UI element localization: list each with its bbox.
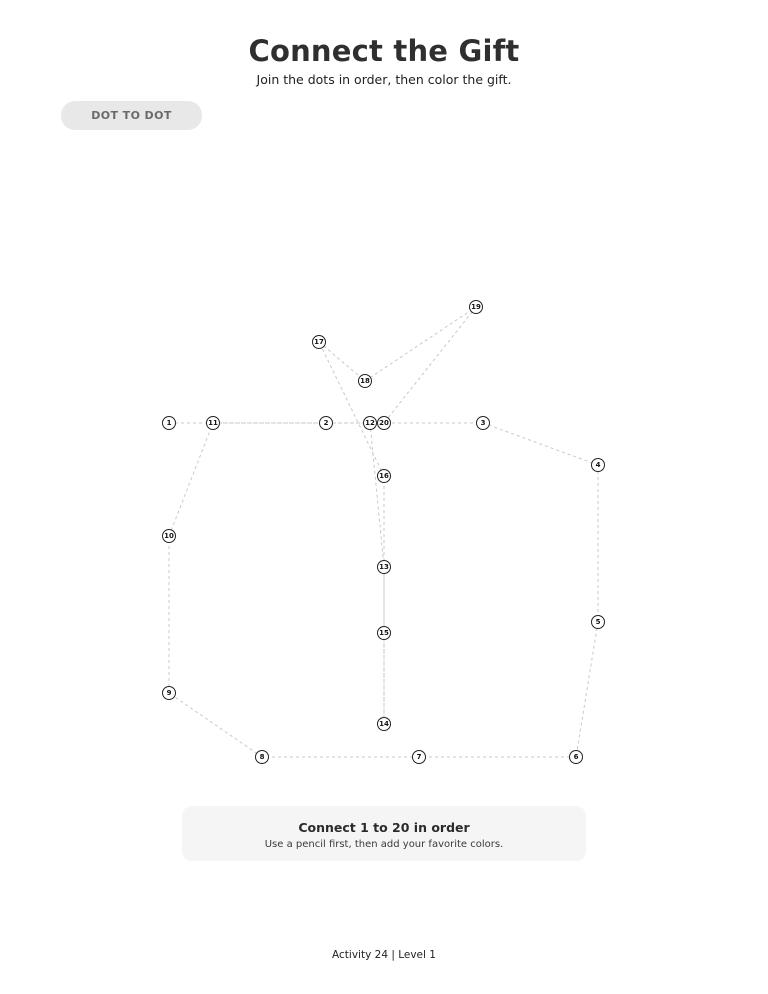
page-footer: Activity 24 | Level 1 — [332, 949, 436, 961]
guide-line — [483, 423, 598, 465]
dot-7 — [413, 751, 426, 764]
dot-4 — [592, 459, 605, 472]
instructions-body: Use a pencil first, then add your favorite colors. — [264, 839, 504, 850]
dot-number: 4 — [595, 461, 601, 469]
dot-15 — [378, 627, 391, 640]
guide-line — [169, 423, 213, 536]
dot-number: 6 — [573, 753, 579, 761]
page-title: Connect the Gift — [248, 34, 520, 68]
dot-number: 3 — [480, 419, 486, 427]
dot-14 — [378, 718, 391, 731]
dot-number: 8 — [259, 753, 265, 761]
guide-line — [365, 307, 476, 381]
dot-number: 20 — [379, 419, 389, 427]
dot-number: 11 — [208, 419, 218, 427]
dot-number: 17 — [314, 338, 324, 346]
dot-number: 19 — [471, 303, 481, 311]
guide-line — [169, 693, 262, 757]
dot-8 — [256, 751, 269, 764]
dot-13 — [378, 561, 391, 574]
instructions-heading: Connect 1 to 20 in order — [298, 820, 470, 835]
guide-line — [384, 307, 476, 423]
dot-number: 7 — [416, 753, 422, 761]
guide-line — [576, 622, 598, 757]
dot-19 — [470, 301, 483, 314]
dot-5 — [592, 616, 605, 629]
dot-number: 13 — [379, 563, 389, 571]
dot-6 — [570, 751, 583, 764]
activity-type-badge: DOT TO DOT — [61, 101, 202, 130]
dot-number: 16 — [379, 472, 389, 480]
dot-20 — [378, 417, 391, 430]
guide-line — [319, 342, 384, 476]
dot-number: 14 — [379, 720, 389, 728]
guide-line — [370, 423, 384, 567]
dot-number: 1 — [166, 419, 172, 427]
dot-number: 15 — [379, 629, 389, 637]
dot-1 — [163, 417, 176, 430]
dot-11 — [207, 417, 220, 430]
dot-number: 9 — [166, 689, 172, 697]
dot-18 — [359, 375, 372, 388]
dot-9 — [163, 687, 176, 700]
page-subtitle: Join the dots in order, then color the gift. — [256, 72, 512, 87]
dot-2 — [320, 417, 333, 430]
dot-number: 18 — [360, 377, 370, 385]
dot-number: 2 — [323, 419, 329, 427]
dot-3 — [477, 417, 490, 430]
dot-10 — [163, 530, 176, 543]
dot-number: 12 — [365, 419, 375, 427]
dot-12 — [364, 417, 377, 430]
dot-16 — [378, 470, 391, 483]
guide-lines — [166, 307, 598, 757]
instructions-box — [182, 806, 586, 861]
guide-line — [319, 342, 365, 381]
dot-number: 10 — [164, 532, 174, 540]
dot-17 — [313, 336, 326, 349]
dot-number: 5 — [595, 618, 601, 626]
